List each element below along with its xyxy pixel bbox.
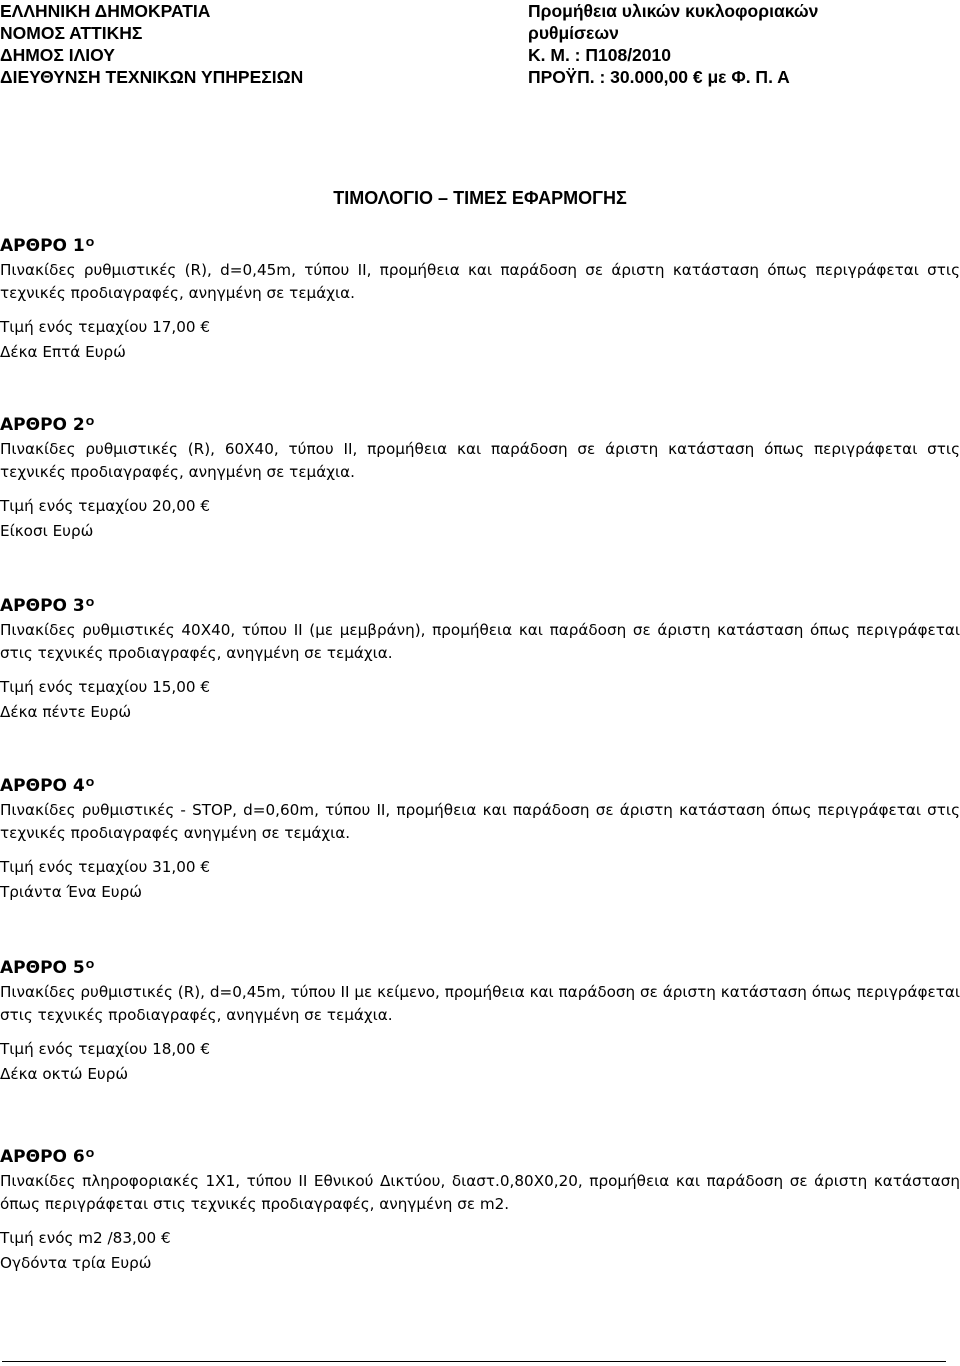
header-project-code: Κ. Μ. : Π108/2010	[528, 45, 671, 65]
article-number-superscript: Ο	[85, 598, 95, 609]
article-price-in-words: Δέκα Επτά Ευρώ	[0, 343, 126, 361]
article-2	[0, 412, 960, 544]
article-unit-price: Τιμή ενός τεμαχίου 18,00 €	[0, 1040, 211, 1058]
article-price-in-words: Είκοσι Ευρώ	[0, 522, 94, 540]
article-heading: ΑΡΘΡΟ $3^O$	[0, 596, 95, 616]
article-heading: ΑΡΘΡΟ $1^O$	[0, 236, 95, 256]
article-unit-price: Τιμή ενός τεμαχίου 20,00 €	[0, 497, 211, 515]
article-description: Πινακίδες πληροφοριακές 1Χ1, τύπου ΙΙ Εθνικού Δικτύου, διαστ.0,80Χ0,20, προμήθεια και παράδοση σε άριστη κατάσταση όπως περιγράφεται στις τεχνικές προδιαγραφές, ανηγμένη σε m2.	[0, 1172, 960, 1213]
header-left-block	[0, 0, 303, 88]
article-number-superscript: Ο	[85, 778, 95, 789]
article-number-superscript: Ο	[85, 1149, 95, 1160]
article-description: Πινακίδες ρυθμιστικές - STOP, d=0,60m, τύπου ΙΙ, προμήθεια και παράδοση σε άριστη κατάσταση όπως περιγράφεται στις τεχνικές προδιαγραφές ανηγμένη σε τεμάχια.	[0, 801, 960, 842]
article-number-superscript: Ο	[85, 238, 95, 249]
bottom-divider	[2, 1361, 946, 1362]
article-description: Πινακίδες ρυθμιστικές 40Χ40, τύπου ΙΙ (με μεμβράνη), προμήθεια και παράδοση σε άριστη κατάσταση όπως περιγράφεται στις τεχνικές προδιαγραφές, ανηγμένη σε τεμάχια.	[0, 621, 960, 662]
article-unit-price: Τιμή ενός τεμαχίου 31,00 €	[0, 858, 211, 876]
article-description: Πινακίδες ρυθμιστικές (R), d=0,45m, τύπου ΙΙ, προμήθεια και παράδοση σε άριστη κατάσταση όπως περιγράφεται στις τεχνικές προδιαγραφές, ανηγμένη σε τεμάχια.	[0, 261, 960, 302]
header-country: ΕΛΛΗΝΙΚΗ ΔΗΜΟΚΡΑΤΙΑ	[0, 1, 211, 21]
document-title: ΤΙΜΟΛΟΓΙΟ – ΤΙΜΕΣ ΕΦΑΡΜΟΓΗΣ	[333, 188, 627, 208]
article-description: Πινακίδες ρυθμιστικές (R), d=0,45m, τύπου ΙΙ με κείμενο, προμήθεια και παράδοση σε άριστη κατάσταση όπως περιγράφεται στις τεχνικές προδιαγραφές, ανηγμένη σε τεμάχια.	[0, 983, 960, 1024]
article-heading: ΑΡΘΡΟ $6^O$	[0, 1147, 95, 1167]
article-unit-price: Τιμή ενός m2 /83,00 €	[0, 1229, 171, 1247]
article-price-in-words: Ογδόντα τρία Ευρώ	[0, 1254, 152, 1272]
article-price-in-words: Δέκα οκτώ Ευρώ	[0, 1065, 129, 1083]
header-prefecture: ΝΟΜΟΣ ΑΤΤΙΚΗΣ	[0, 23, 143, 43]
article-5	[0, 955, 960, 1087]
article-price-in-words: Τριάντα Ένα Ευρώ	[0, 883, 142, 901]
header-project-title: Προμήθεια υλικών κυκλοφοριακών	[528, 1, 819, 21]
article-number-superscript: Ο	[85, 960, 95, 971]
header-department: ΔΙΕΥΘΥΝΣΗ ΤΕΧΝΙΚΩΝ ΥΠΗΡΕΣΙΩΝ	[0, 67, 304, 87]
article-price-in-words: Δέκα πέντε Ευρώ	[0, 703, 132, 721]
article-heading: ΑΡΘΡΟ $4^O$	[0, 776, 95, 796]
article-heading: ΑΡΘΡΟ $5^O$	[0, 958, 95, 978]
article-6	[0, 1144, 960, 1276]
header-budget: ΠΡΟΫΠ. : 30.000,00 € με Φ. Π. Α	[528, 67, 790, 87]
header-right-block	[528, 0, 818, 88]
article-description: Πινακίδες ρυθμιστικές (R), 60Χ40, τύπου ΙΙ, προμήθεια και παράδοση σε άριστη κατάσταση όπως περιγράφεται στις τεχνικές προδιαγραφές, ανηγμένη σε τεμάχια.	[0, 440, 960, 481]
article-3	[0, 593, 960, 725]
header-municipality: ΔΗΜΟΣ ΙΛΙΟΥ	[0, 45, 115, 65]
article-1	[0, 233, 960, 365]
article-unit-price: Τιμή ενός τεμαχίου 17,00 €	[0, 318, 211, 336]
article-unit-price: Τιμή ενός τεμαχίου 15,00 €	[0, 678, 211, 696]
header-project-title-cont: ρυθμίσεων	[528, 23, 619, 43]
article-4	[0, 773, 960, 905]
article-heading: ΑΡΘΡΟ $2^O$	[0, 415, 95, 435]
article-number-superscript: Ο	[85, 417, 95, 428]
